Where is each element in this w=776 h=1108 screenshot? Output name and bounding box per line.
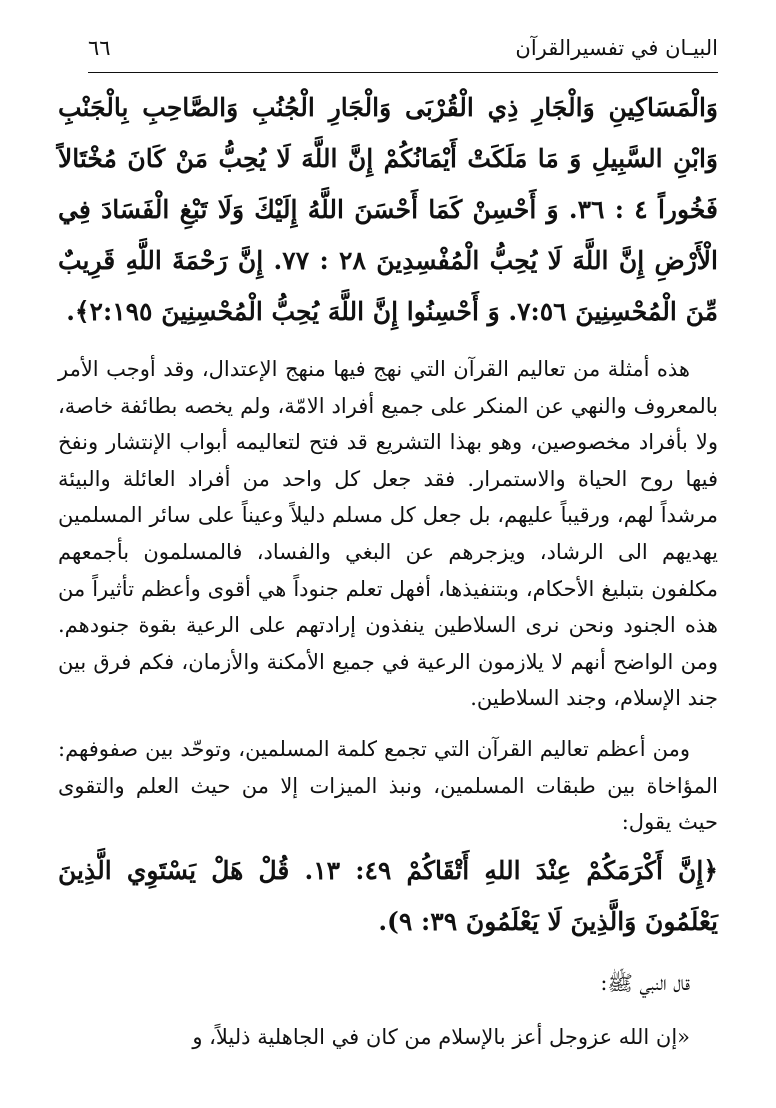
commentary-paragraph: ومن أعظم تعاليم القرآن التي تجمع كلمة المسلمين، وتوحّد بين صفوفهم: المؤاخاة بين طبقات المسلمين، ونبذ الميزات إلا من حيث العلم والتقوى حيث يقول:	[58, 736, 718, 835]
prophet-saying-intro: قال النبي ﷺ:	[600, 970, 690, 995]
running-header	[88, 32, 718, 73]
running-title: البيـان في تفسيرالقرآن	[515, 36, 718, 60]
hadith-text: «إن الله عزوجل أعز بالإسلام من كان في الجاهلية ذليلاً، و	[192, 1024, 690, 1049]
page-number: ٦٦	[88, 36, 111, 60]
page-content	[58, 82, 718, 1057]
quran-verse-block: ﴿إِنَّ أَكْرَمَكُمْ عِنْدَ اللهِ أَتْقَاكُمْ ٤٩: ١٣. قُلْ هَلْ يَسْتَوِي الَّذِينَ يَعْلَمُونَ وَالَّذِينَ لَا يَعْلَمُونَ ٣٩: ٩).	[58, 855, 718, 936]
commentary-paragraph: هذه أمثلة من تعاليم القرآن التي نهج فيها منهج الإعتدال، وقد أوجب الأمر بالمعروف والنهي عن المنكر على جميع أفراد الامّة، ولم يخصه بطائفة خاصة، ولا بأفراد مخصوصين، وهو بهذا التشريع قد فتح لتعاليمه أبواب الإنتشار ونفخ فيها روح الحياة والاستمرار. فقد جعل كل واحد من أفراد العائلة والبيئة مرشداً لهم، ورقيباً عليهم، بل جعل كل مسلم دليلاً وعيناً على سائر المسلمين يهديهم الى الرشاد، ويزجرهم عن البغي والفساد، فالمسلمون بأجمعهم مكلفون بتبليغ الأحكام، وبتنفيذها، أفهل تعلم جنوداً هي أقوى وأعظم تأثيراً من هذه الجنود ونحن نرى السلاطين ينفذون إرادتهم على الرعية بقوة جنودهم. ومن الواضح أنهم لا يلازمون الرعية في جميع الأمكنة والأزمان، فكم فرق بين جند الإسلام، وجند السلاطين.	[58, 357, 718, 711]
quran-verse-block: وَالْمَسَاكِينِ وَالْجَارِ ذِي الْقُرْبَى وَالْجَارِ الْجُنُبِ وَالصَّاحِبِ بِالْجَنْبِ وَابْنِ السَّبِيلِ وَ مَا مَلَكَتْ أَيْمَانُكُمْ إِنَّ اللَّهَ لَا يُحِبُّ مَنْ كَانَ مُخْتَالاً فَخُوراً ٤ : ٣٦. وَ أَحْسِنْ كَمَا أَحْسَنَ اللَّهُ إِلَيْكَ وَلَا تَبْغِ الْفَسَادَ فِي الْأَرْضِ إِنَّ اللَّهَ لَا يُحِبُّ الْمُفْسِدِينَ ٢٨ : ٧٧. إِنَّ رَحْمَةَ اللَّهِ قَرِيبٌ مِّنَ الْمُحْسِنِينَ ٧:٥٦. وَ أَحْسِنُوا إِنَّ اللَّهَ يُحِبُّ الْمُحْسِنِينَ ٢:١٩٥﴾.	[58, 93, 719, 326]
